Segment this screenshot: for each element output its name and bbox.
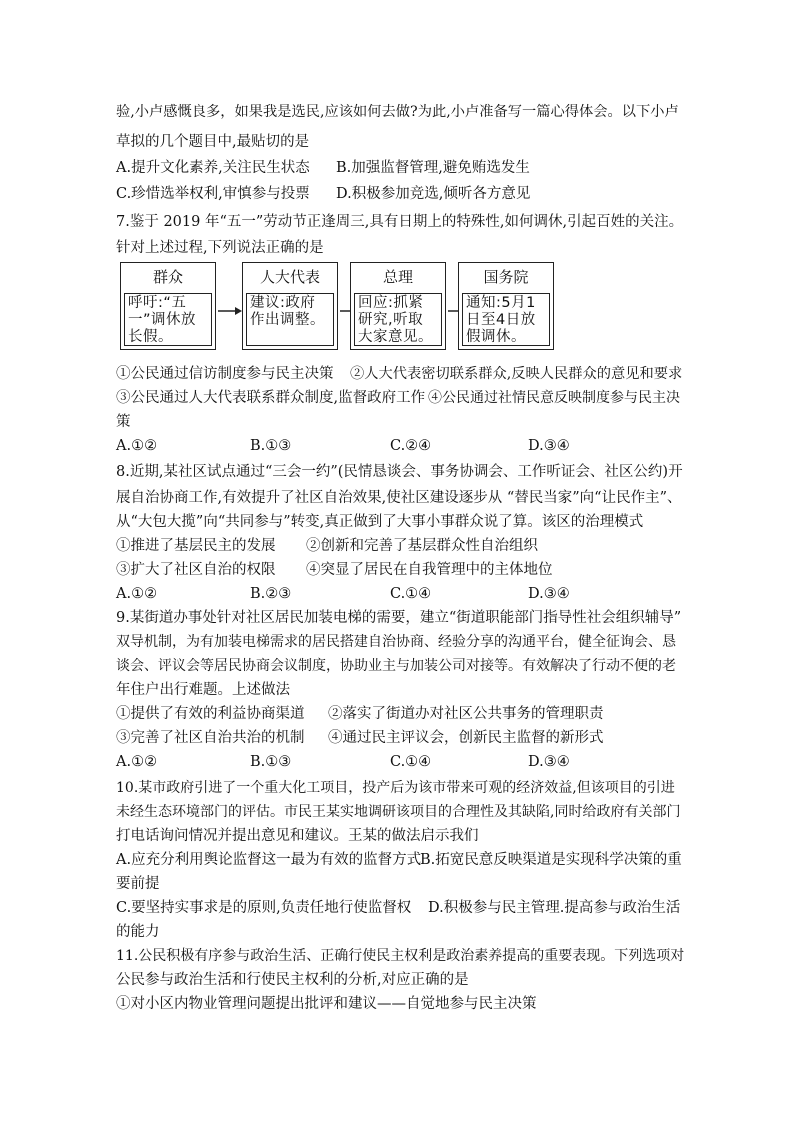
q9-option-d: D.③④	[528, 754, 570, 770]
q10-option-d-cont: 的能力	[116, 924, 160, 940]
q6-stem-line: 草拟的几个题目中,最贴切的是	[116, 134, 310, 150]
q8-stem-line: 展自治协商工作,有效提升了社区自治效果,使社区建设逐步从 “替民当家”向“让民作主”、	[116, 490, 682, 506]
q7-statement-2: ②人大代表密切联系群众,反映人民群众的意见和要求	[350, 366, 683, 382]
q7-option-d: D.③④	[528, 438, 570, 454]
flow-box-title: 总理	[382, 268, 413, 286]
q6-option-b: B.加强监督管理,避免贿选发生	[336, 160, 530, 176]
flow-box-masses	[120, 262, 216, 350]
q8-option-c: C.①④	[390, 586, 432, 602]
q7-option-a: A.①②	[116, 438, 158, 454]
flow-box-text: 呼吁:“五一”调休放长假。	[124, 293, 212, 346]
flow-box-npc-deputy	[242, 262, 338, 350]
q10-stem-line: 未经生态环境部门的评估。市民王某实地调研该项目的合理性及其缺陷,同时给政府有关部门	[116, 804, 681, 820]
q7-stem-line: 针对上述过程,下列说法正确的是	[116, 240, 324, 256]
q9-stem-line: 年住户出行难题。上述做法	[116, 682, 290, 698]
flow-box-state-council	[458, 262, 554, 350]
q9-stem-line: 9.某街道办事处针对社区居民加装电梯的需要，建立“街道职能部门指导性社会组织辅导”	[116, 610, 682, 626]
q9-statement-2: ②落实了街道办对社区公共事务的管理职责	[328, 706, 604, 722]
q10-option-a: A.应充分利用舆论监督这一最为有效的监督方式	[116, 852, 422, 868]
q8-option-a: A.①②	[116, 586, 158, 602]
q9-option-c: C.①④	[390, 754, 432, 770]
flow-box-title: 人大代表	[259, 268, 320, 286]
q7-stem-line: 7.鉴于 2019 年“五一”劳动节正逢周三,具有日期上的特殊性,如何调休,引起百姓的关注。	[116, 214, 684, 230]
q10-stem-line: 10.某市政府引进了一个重大化工项目，投产后为该市带来可观的经济效益,但该项目的引进	[116, 780, 675, 796]
q6-option-c: C.珍惜选举权利,审慎参与投票	[116, 186, 310, 202]
q10-option-b-cont: 要前提	[116, 876, 160, 892]
q7-statement-4-cont: 策	[116, 414, 131, 430]
flow-box-text: 回应:抓紧研究,听取大家意见。	[354, 293, 442, 346]
q6-option-a: A.提升文化素养,关注民生状态	[116, 160, 310, 176]
q10-option-b: B.拓宽民意反映渠道是实现科学决策的重	[420, 852, 682, 868]
flow-box-text: 通知:5月1日至4日放假调休。	[462, 293, 550, 346]
q7-option-c: C.②④	[390, 438, 432, 454]
q6-option-d: D.积极参加竞选,倾听各方意见	[336, 186, 531, 202]
q9-stem-line: 谈会、评议会等居民协商会议制度，协助业主与加装公司对接等。有效解决了行动不便的老	[116, 658, 676, 674]
q9-option-a: A.①②	[116, 754, 158, 770]
q11-statement-1: ①对小区内物业管理问题提出批评和建议——自觉地参与民主决策	[116, 996, 537, 1012]
arrow-right-icon	[218, 306, 242, 316]
q8-option-b: B.②③	[250, 586, 292, 602]
q9-option-b: B.①③	[250, 754, 292, 770]
q11-stem-line: 11.公民积极有序参与政治生活、正确行使民主权利是政治素养提高的重要表现。下列选项对	[116, 948, 685, 964]
q9-statement-4: ④通过民主评议会，创新民主监督的新形式	[328, 730, 604, 746]
q8-statement-3: ③扩大了社区自治的权限	[116, 562, 276, 578]
q8-stem-line: 8.近期,某社区试点通过“三会一约”(民情恳谈会、事务协调会、工作听证会、社区公约)开	[116, 464, 683, 480]
flow-box-premier	[350, 262, 446, 350]
q8-statement-1: ①推进了基层民主的发展	[116, 538, 276, 554]
q7-statement-1: ①公民通过信访制度参与民主决策	[116, 366, 334, 382]
q9-stem-line: 双导机制，为有加装电梯需求的居民搭建自治协商、经验分享的沟通平台，健全征询会、恳	[116, 634, 676, 650]
q7-flowchart	[120, 262, 560, 354]
flow-box-title: 国务院	[483, 268, 529, 286]
q8-option-d: D.③④	[528, 586, 570, 602]
q10-option-d: D.积极参与民主管理.提高参与政治生活	[428, 900, 681, 916]
q8-statement-2: ②创新和完善了基层群众性自治组织	[306, 538, 538, 554]
q9-statement-1: ①提供了有效的利益协商渠道	[116, 706, 305, 722]
q10-stem-line: 打电话询问情况并提出意见和建议。王某的做法启示我们	[116, 828, 479, 844]
q10-option-c: C.要坚持实事求是的原则,负责任地行使监督权	[116, 900, 412, 916]
q7-statement-3: ③公民通过人大代表联系群众制度,监督政府工作	[116, 390, 426, 406]
q8-stem-line: 从“大包大揽”向“共同参与”转变,真正做到了大事小事群众说了算。该区的治理模式	[116, 514, 644, 530]
q7-statement-4: ④公民通过社情民意反映制度参与民主决	[428, 390, 680, 406]
flow-box-text: 建议:政府作出调整。	[246, 293, 334, 346]
q8-statement-4: ④突显了居民在自我管理中的主体地位	[306, 562, 553, 578]
flow-box-title: 群众	[152, 268, 183, 286]
q6-stem-line: 验,小卢感慨良多，如果我是选民,应该如何去做?为此,小卢准备写一篇心得体会。以下小卢	[116, 104, 679, 120]
q7-option-b: B.①③	[250, 438, 292, 454]
q9-statement-3: ③完善了社区自治共治的机制	[116, 730, 305, 746]
q11-stem-line: 公民参与政治生活和行使民主权利的分析,对应正确的是	[116, 972, 469, 988]
